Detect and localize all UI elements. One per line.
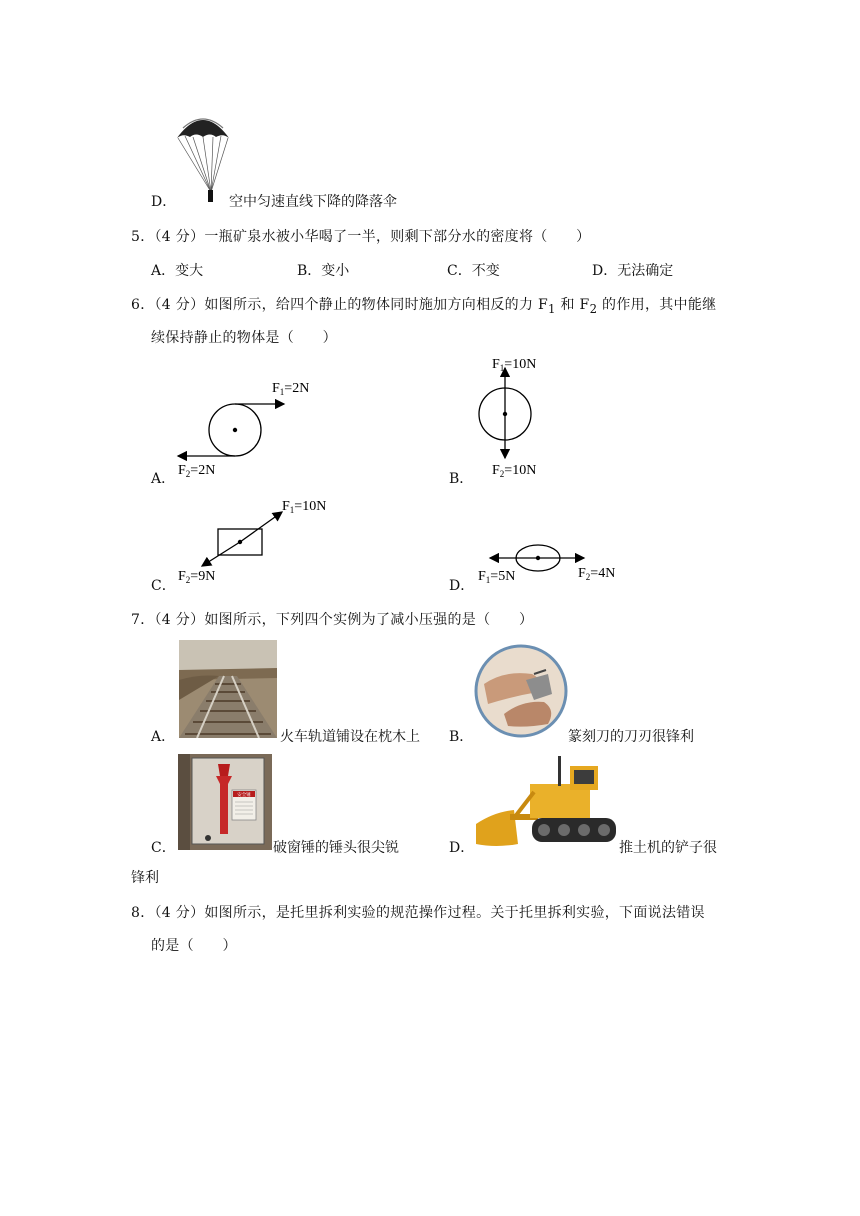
parachute-picture [175, 112, 231, 206]
q5-option-c: C．不变 [447, 263, 500, 279]
q7-option-b-letter: B． [449, 729, 474, 745]
fig-a-f2-label: $F_2=2N$ [178, 463, 216, 479]
q4-option-d-text: 空中匀速直线下降的降落伞 [229, 194, 397, 210]
q7-option-a-letter: A． [151, 729, 176, 745]
q6-option-b-letter: B． [449, 471, 474, 487]
q5-option-d: D．无法确定 [592, 263, 674, 279]
q7-option-c-text: 破窗锤的锤头很尖锐 [273, 840, 399, 856]
fig-b-f2-label: $F_2=10N$ [492, 463, 537, 479]
fig-d-f1-label: $F_1=5N$ [478, 569, 516, 585]
fig-c-f1-label: $F_1=10N$ [282, 499, 327, 515]
q7-stem: 7．（4 分）如图所示，下列四个实例为了减小压强的是（ ） [131, 612, 534, 628]
q5-option-a: A．变大 [151, 263, 204, 279]
bulldozer-picture [474, 752, 618, 852]
q7-option-d-letter: D． [449, 840, 475, 856]
fig-d-f2-label: $F_2=4N$ [578, 566, 616, 582]
fig-a-f1-label: $F_1=2N$ [272, 381, 310, 397]
q6-stem-line1: 6．（4 分）如图所示，给四个静止的物体同时施加方向相反的力 $F_1$ 和 $F_2$ 的作用，其中能继 [131, 297, 717, 316]
q5-stem: 5．（4 分）一瓶矿泉水被小华喝了一半，则剩下部分水的密度将（ ） [131, 229, 591, 245]
railway-track-picture [179, 640, 277, 738]
force-diagram-d [470, 540, 630, 586]
force-diagram-a [172, 372, 332, 482]
window-breaker-hammer-picture [178, 754, 272, 850]
q8-stem-line2: 的是（ ） [151, 938, 237, 954]
q6-stem-line2: 续保持静止的物体是（ ） [151, 330, 337, 346]
fig-b-f1-label: $F_1=10N$ [492, 357, 537, 373]
q6-option-a-letter: A． [151, 471, 176, 487]
force-diagram-c [172, 494, 342, 586]
q7-option-a-text: 火车轨道铺设在枕木上 [280, 729, 420, 745]
q8-stem-line1: 8．（4 分）如图所示，是托里拆利实验的规范操作过程。关于托里拆利实验，下面说法错误 [131, 905, 705, 921]
q6-option-d-letter: D． [449, 578, 475, 594]
q7-option-c-letter: C． [151, 840, 176, 856]
q4-option-d-letter: D． [151, 194, 177, 210]
q7-option-d-text-wrap: 锋利 [131, 870, 159, 886]
force-diagram-b [470, 352, 580, 482]
q5-option-b: B．变小 [297, 263, 350, 279]
q6-option-c-letter: C． [151, 578, 176, 594]
hammer-sign-text: 安全锤 [237, 792, 251, 797]
fig-c-f2-label: $F_2=9N$ [178, 569, 216, 585]
q7-option-b-text: 篆刻刀的刀刃很锋利 [568, 729, 694, 745]
q7-option-d-text: 推土机的铲子很 [619, 840, 717, 856]
carving-knife-picture [474, 644, 568, 738]
